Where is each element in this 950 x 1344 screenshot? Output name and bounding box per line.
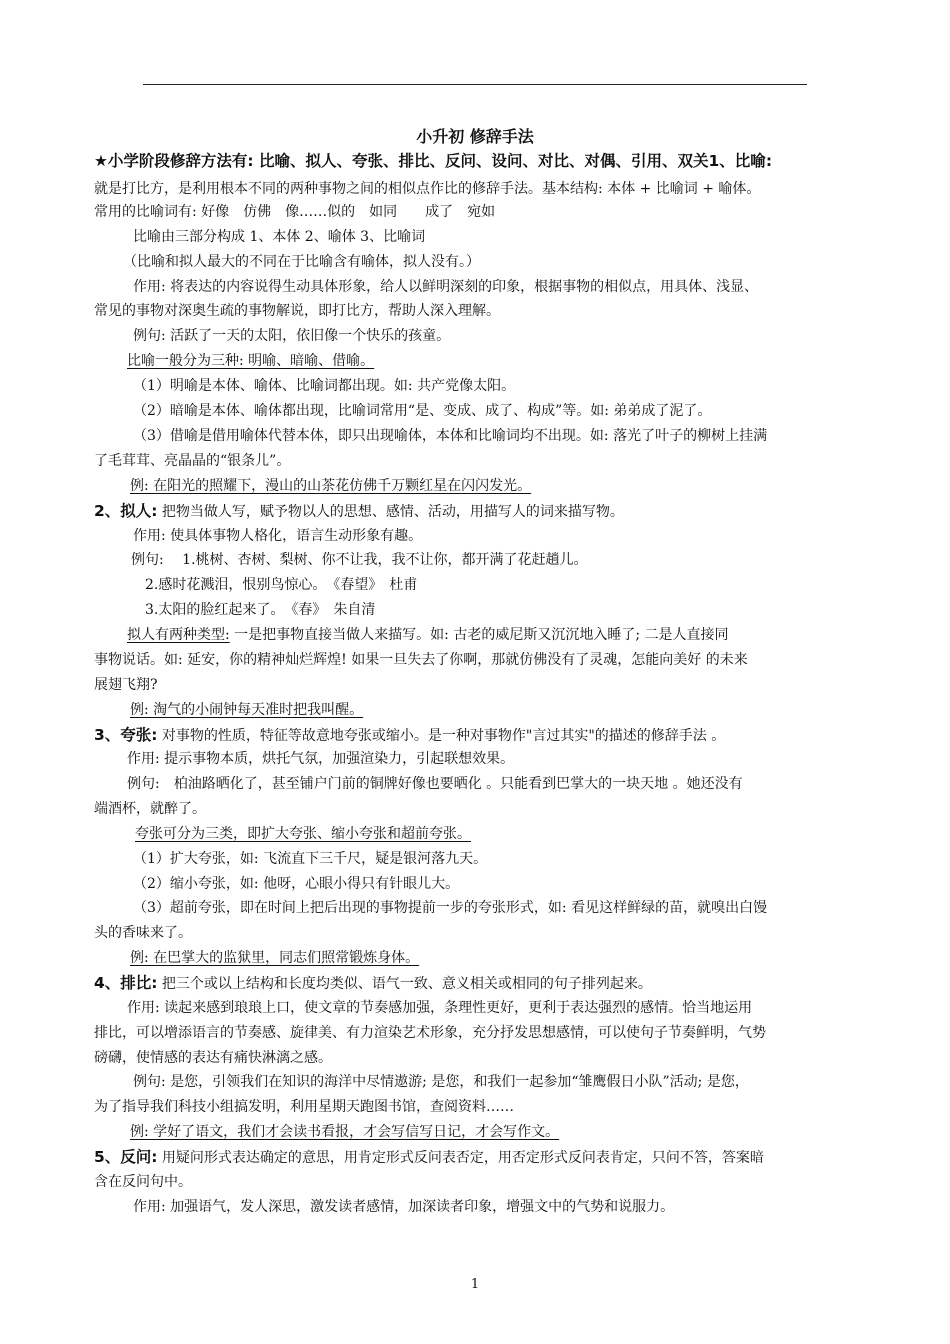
text-line: 2.感时花溅泪，恨别鸟惊心。 《春望》 杜甫: [145, 577, 418, 593]
section-3-line: [94, 726, 725, 745]
text-line: （3）超前夸张，即在时间上把后出现的事物提前一步的夸张形式，如: 看见这样鲜绿的苗，就嗅出白馒: [133, 900, 768, 916]
intro-line: [94, 152, 772, 170]
intro-list: 比喻、拟人、夸张、排比、反问、设问、对比、对偶、引用、双关: [259, 152, 709, 170]
text-line: 作用: 提示事物本质，烘托气氛，加强渲染力，引起联想效果。: [127, 751, 515, 767]
text-line: 例句: 柏油路晒化了，甚至铺户门前的铜牌好像也要晒化 。只能看到巴掌大的一块天地 。她还没有: [127, 776, 743, 792]
example-underlined: 例: 淘气的小闹钟每天准时把我叫醒。: [130, 702, 364, 718]
page-title: 小升初 修辞手法: [416, 127, 534, 146]
text-line: 了毛茸茸、亮晶晶的“银条儿”。: [94, 453, 291, 469]
personification-types-label: 拟人有两种类型:: [127, 627, 230, 643]
text-line: 事物说话。如: 延安，你的精神灿烂辉煌! 如果一旦失去了你啊，那就仿佛没有了灵魂，怎能向美好 的未来: [94, 652, 748, 668]
text-line: 磅礴，使情感的表达有痛快淋漓之感。: [94, 1050, 332, 1066]
text-line: 例句: 活跃了一天的太阳，依旧像一个快乐的孩童。: [133, 328, 451, 344]
text-line: （1）明喻是本体、喻体、比喻词都出现。如: 共产党像太阳。: [133, 378, 516, 394]
text-line: （2）缩小夸张，如: 他呀，心眼小得只有针眼儿大。: [133, 876, 460, 892]
text-line: （比喻和拟人最大的不同在于比喻含有喻体，拟人没有。）: [123, 254, 480, 270]
text-line: 作用: 使具体事物人格化，语言生动形象有趣。: [133, 528, 423, 544]
text-line: 作用: 将表达的内容说得生动具体形象，给人以鲜明深刻的印象，根据事物的相似点，用具体、浅显、: [133, 279, 759, 295]
text-line: 例句: 1.桃树、杏树、梨树、你不让我，我不让你，都开满了花赶趟儿。: [131, 552, 588, 568]
section-3-body: 对事物的性质，特征等故意地夸张或缩小。是一种对事物作"言过其实"的描述的修辞手法 。: [157, 728, 726, 744]
intro-lead: ★小学阶段修辞方法有:: [94, 152, 259, 170]
text-line: 例句: 是您，引领我们在知识的海洋中尽情遨游; 是您，和我们一起参加“雏鹰假日小队”活动; 是您，: [133, 1074, 749, 1090]
section-2-line: [94, 502, 624, 521]
section-4-body: 把三个或以上结构和长度均类似、语气一致、意义相关或相同的句子排列起来。: [157, 976, 652, 992]
example-underlined: 例: 学好了语文，我们才会读书看报，才会写信写日记，才会写作文。: [130, 1124, 560, 1140]
section-4-heading: 4、排比:: [94, 974, 158, 992]
text-line: 作用: 读起来感到琅琅上口，使文章的节奏感加强，条理性更好，更利于表达强烈的感情。恰当地运用: [127, 1000, 753, 1016]
section-2-body: 把物当做人写，赋予物以人的思想、感情、活动，用描写人的词来描写物。: [157, 504, 624, 520]
text-line: 端酒杯，就醉了。: [94, 801, 206, 817]
text-line: （2）暗喻是本体、喻体都出现，比喻词常用“是、变成、成了、构成”等。如: 弟弟成了泥了。: [133, 403, 712, 419]
text-line: 展翅飞翔?: [94, 677, 158, 693]
text-line: 作用: 加强语气，发人深思，激发读者感情，加深读者印象，增强文中的气势和说服力。: [133, 1199, 675, 1215]
text-line: 为了指导我们科技小组搞发明，利用星期天跑图书馆，查阅资料……: [94, 1099, 514, 1115]
example-underlined: 例: 在巴掌大的监狱里，同志们照常锻炼身体。: [130, 950, 420, 966]
text-line: 常见的事物对深奥生疏的事物解说，即打比方，帮助人深入理解。: [94, 303, 500, 319]
section-3-heading: 3、夸张:: [94, 726, 158, 744]
example-underlined: 例: 在阳光的照耀下，漫山的山茶花仿佛千万颗红星在闪闪发光。: [130, 478, 532, 494]
text-line: 3.太阳的脸红起来了。 《春》 朱自清: [145, 602, 376, 618]
section-1-heading: 1、比喻: [708, 152, 766, 170]
text-line: 比喻由三部分构成 1、本体 2、喻体 3、比喻词: [133, 229, 426, 245]
page-number: 1: [470, 1277, 480, 1292]
text-line: [127, 626, 729, 644]
personification-types-text: 一是把事物直接当做人来描写。如: 古老的威尼斯又沉沉地入睡了; 二是人直接同: [229, 627, 729, 643]
section-2-heading: 2、拟人:: [94, 502, 158, 520]
text-line: 常用的比喻词有: 好像 仿佛 像……似的 如同 成了 宛如: [94, 204, 496, 220]
header-rule: [143, 84, 807, 85]
text-line: 排比，可以增添语言的节奏感、旋律美、有力渲染艺术形象，充分抒发思想感情，可以使句子节奏鲜明，气势: [94, 1025, 766, 1041]
text-line-underlined: 比喻一般分为三种: 明喻、暗喻、借喻。: [127, 353, 375, 369]
section-5-heading: 5、反问:: [94, 1148, 158, 1166]
intro-colon: :: [765, 152, 773, 170]
text-line: （1）扩大夸张，如: 飞流直下三千尺，疑是银河落九天。: [133, 851, 488, 867]
text-line: 就是打比方，是利用根本不同的两种事物之间的相似点作比的修辞手法。基本结构: 本体 + 比喻词 + 喻体。: [94, 181, 761, 197]
section-5-line: [94, 1148, 764, 1167]
text-line: （3）借喻是借用喻体代替本体，即只出现喻体，本体和比喻词均不出现。如: 落光了叶子的柳树上挂满: [133, 428, 768, 444]
text-line: 含在反问句中。: [94, 1174, 192, 1190]
text-line: 头的香味来了。: [94, 925, 192, 941]
section-4-line: [94, 974, 652, 993]
section-5-body: 用疑问形式表达确定的意思，用肯定形式反问表否定，用否定形式反问表肯定，只问不答，答案暗: [157, 1150, 764, 1166]
text-line-underlined: 夸张可分为三类，即扩大夸张、缩小夸张和超前夸张。: [135, 826, 471, 842]
